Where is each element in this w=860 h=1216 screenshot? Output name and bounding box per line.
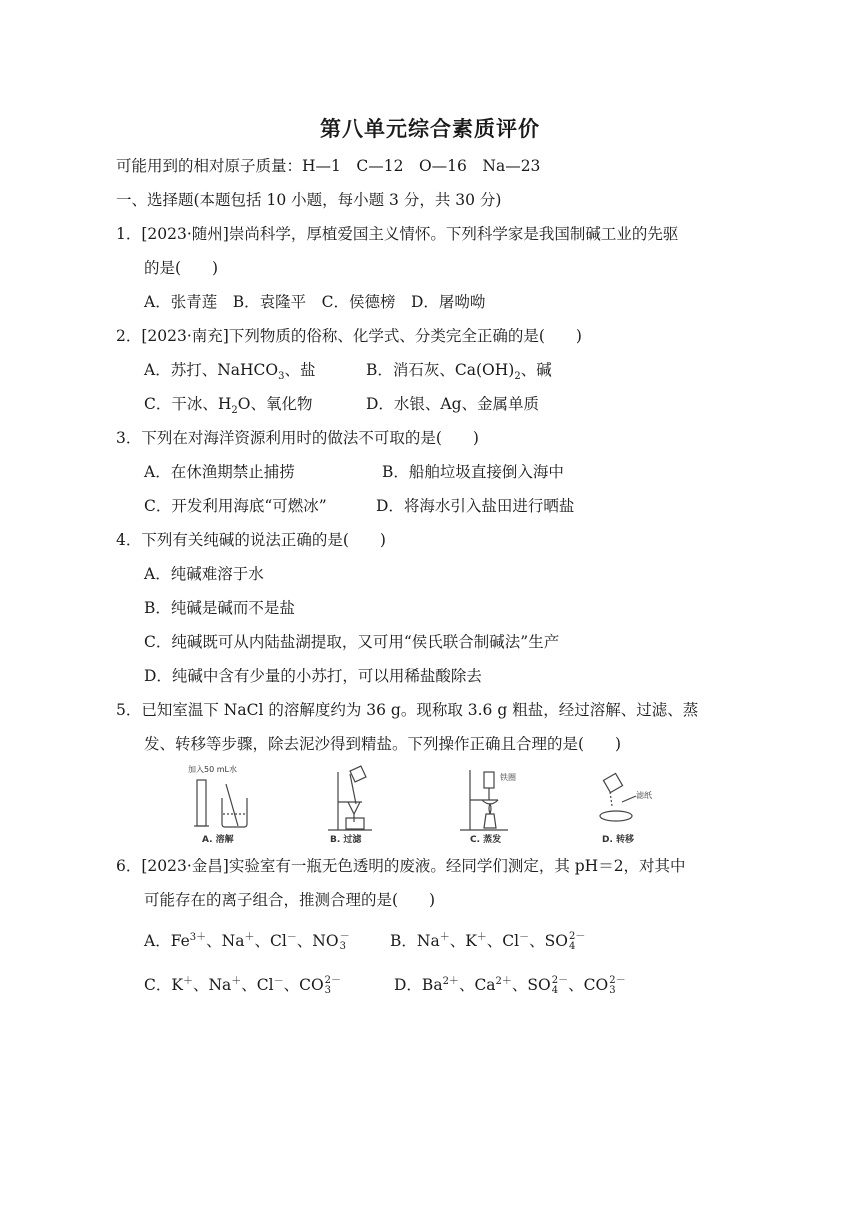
q4-option-a: A．纯碱难溶于水 (144, 565, 264, 583)
ion-charge: 2＋ (495, 976, 512, 987)
q2-stem: 2．[2023·南充]下列物质的俗称、化学式、分类完全正确的是( ) (116, 327, 582, 345)
q6-stem-cont: 可能存在的离子组合，推测合理的是( ) (144, 891, 436, 909)
ion-charge: 2－ (324, 975, 342, 987)
ion-stack (569, 932, 585, 952)
ion-charge: ＋ (244, 932, 255, 943)
ion-text: 、K (449, 932, 477, 951)
ion-text: 、SO (511, 976, 551, 995)
q6-stem: 6．[2023·金昌]实验室有一瓶无色透明的废液。经同学们测定，其 pH＝2，对其中 (116, 857, 686, 875)
q2-c-sub: 2 (231, 405, 238, 417)
ion-charge: ＋ (476, 932, 487, 943)
atomic-mass-line: 可能用到的相对原子质量：H—1 C—12 O—16 Na—23 (116, 157, 541, 175)
q2-c-text2: O、氧化物 (237, 395, 313, 413)
q6-option-b (390, 928, 585, 952)
ion-subscript: 3 (609, 985, 616, 997)
q3-option-a: A．在休渔期禁止捕捞 (144, 463, 295, 481)
ion-stack (325, 976, 341, 996)
ion-subscript: 4 (551, 985, 559, 997)
q4-option-b: B．纯碱是碱而不是盐 (144, 599, 295, 617)
ion-charge: － (519, 932, 530, 943)
q4-option-d: D．纯碱中含有少量的小苏打，可以用稀盐酸除去 (144, 667, 482, 685)
ion-charge: 2－ (568, 931, 586, 943)
ion-text: 、CO (283, 976, 324, 995)
ion-text: 、CO (568, 976, 609, 995)
ion-text: 、Cl (241, 976, 274, 995)
ion-charge: 2－ (551, 975, 569, 987)
q2-a-sub: 3 (278, 371, 285, 383)
fig-d-transfer-illustration (600, 773, 636, 821)
q6-option-d (394, 972, 626, 996)
q1-options: A．张青莲 B．袁隆平 C．侯德榜 D．屠呦呦 (144, 293, 486, 311)
funnel (348, 802, 360, 814)
q3-stem: 3．下列在对海洋资源利用时的做法不可取的是( ) (116, 429, 479, 447)
q3-option-d: D．将海水引入盐田进行晒盐 (376, 497, 575, 515)
ion-charge: ＋ (182, 976, 193, 987)
q2-option-c (144, 394, 312, 421)
ion-charge: － (286, 932, 297, 943)
q2-b-text: B．消石灰、Ca(OH) (366, 361, 515, 379)
ion-text: C．K (144, 976, 183, 995)
q2-option-d: D．水银、Ag、金属单质 (366, 395, 540, 413)
fig-b-caption: B. 过滤 (330, 835, 362, 845)
q2-option-b (366, 360, 552, 387)
q2-b-text2: 、碱 (520, 361, 552, 379)
alcohol-lamp (484, 814, 496, 828)
ion-charge: ＋ (231, 976, 242, 987)
q2-c-text: C．干冰、H (144, 395, 232, 413)
ion-text: B．Na (390, 932, 440, 951)
ion-text: 、Na (206, 932, 245, 951)
fig-d-caption: D. 转移 (602, 835, 635, 845)
page-title: 第八单元综合素质评价 (320, 117, 540, 141)
ion-charge: － (273, 976, 284, 987)
ion-subscript: 3 (339, 941, 346, 953)
fig-a-dissolve-illustration (194, 780, 247, 827)
q2-a-text2: 、盐 (284, 361, 316, 379)
graduated-cylinder (197, 780, 206, 826)
ion-stack (609, 976, 625, 996)
glass-rod (226, 784, 238, 826)
section-heading: 一、选择题(本题包括 10 小题，每小题 3 分，共 30 分) (116, 191, 502, 209)
q4-option-c: C．纯碱既可从内陆盐湖提取，又可用“侯氏联合制碱法”生产 (144, 633, 560, 651)
receiving-beaker (346, 818, 364, 829)
ion-text: 、NO (296, 932, 339, 951)
q3-option-b: B．船舶垃圾直接倒入海中 (382, 463, 564, 481)
fig-c-note: 铁圈 (500, 773, 516, 782)
pouring-beaker (350, 766, 366, 782)
fig-a-caption: A. 溶解 (202, 835, 234, 845)
q2-option-a (144, 360, 315, 387)
q2-a-text: A．苏打、NaHCO (144, 361, 279, 379)
ion-charge: 2＋ (442, 976, 459, 987)
q5-figure-svg (186, 762, 666, 846)
dish-tilted (603, 773, 622, 792)
q6-option-c (144, 972, 341, 996)
q5-stem-cont: 发、转移等步骤，除去泥沙得到精盐。下列操作正确且合理的是( ) (144, 735, 622, 753)
fig-a-note: 加入50 mL水 (188, 765, 237, 774)
ion-stack (340, 932, 350, 952)
q2-b-sub: 2 (514, 371, 521, 383)
ion-text: 、Cl (486, 932, 520, 951)
ion-charge: 3＋ (189, 932, 207, 943)
fig-d-note: 滤纸 (636, 791, 652, 800)
ion-text: 、Cl (254, 932, 287, 951)
q1-stem-cont: 的是( ) (144, 259, 219, 277)
q5-stem: 5．已知室温下 NaCl 的溶解度约为 36 g。现称取 3.6 g 粗盐，经过溶解、过滤、蒸 (116, 701, 699, 719)
ion-subscript: 3 (324, 985, 332, 997)
ion-text: A．Fe (144, 932, 190, 951)
ion-text: D．Ba (394, 976, 443, 995)
ion-subscript: 4 (568, 941, 576, 953)
ion-charge: － (339, 931, 350, 943)
ion-stack (552, 976, 568, 996)
q1-stem: 1．[2023·随州]崇尚科学，厚植爱国主义情怀。下列科学家是我国制碱工业的先驱 (116, 225, 679, 243)
q4-stem: 4．下列有关纯碱的说法正确的是( ) (116, 531, 386, 549)
fig-b-filter-illustration (328, 766, 372, 830)
q6-option-a (144, 928, 350, 952)
filter-paper (600, 811, 632, 821)
ion-charge: 2－ (609, 975, 626, 987)
q3-option-c: C．开发利用海底“可燃冰” (144, 497, 327, 515)
ion-text: 、Na (192, 976, 232, 995)
ion-text: 、SO (529, 932, 568, 951)
q5-figure (186, 762, 666, 846)
fig-c-caption: C. 蒸发 (470, 835, 502, 845)
ion-charge: ＋ (439, 932, 450, 943)
ion-text: 、Ca (458, 976, 496, 995)
